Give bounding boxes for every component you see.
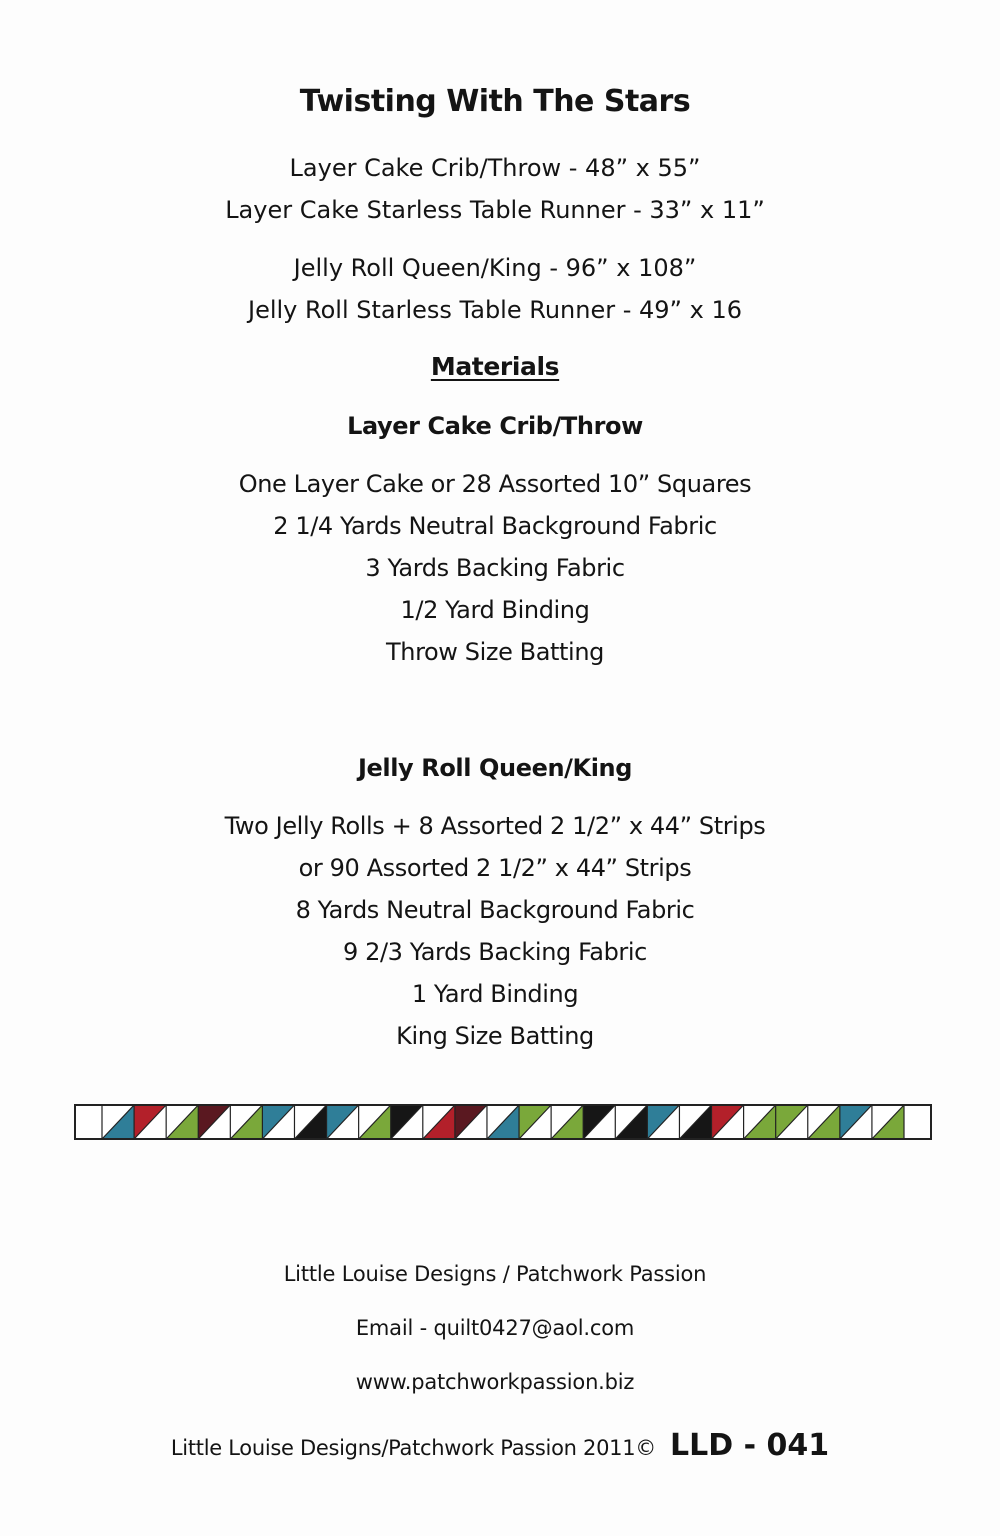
- layer-cake-item: 2 1/4 Yards Neutral Background Fabric: [273, 512, 717, 540]
- half-square-triangle-strip: [74, 1103, 932, 1143]
- copyright-line: [0, 1428, 1000, 1463]
- layer-cake-item: Throw Size Batting: [386, 638, 604, 666]
- materials-heading: Materials: [430, 352, 560, 381]
- footer-website: www.patchworkpassion.biz: [355, 1370, 635, 1394]
- jelly-roll-item: 9 2/3 Yards Backing Fabric: [343, 938, 647, 966]
- layer-cake-heading: Layer Cake Crib/Throw: [347, 412, 643, 440]
- size-jelly-roll-runner: Jelly Roll Starless Table Runner - 49” x 16: [248, 296, 742, 324]
- jelly-roll-item: or 90 Assorted 2 1/2” x 44” Strips: [298, 854, 692, 882]
- footer-company: Little Louise Designs / Patchwork Passion: [283, 1262, 707, 1286]
- jelly-roll-heading: Jelly Roll Queen/King: [357, 754, 633, 782]
- layer-cake-item: 3 Yards Backing Fabric: [365, 554, 625, 582]
- jelly-roll-item: 1 Yard Binding: [411, 980, 579, 1008]
- pattern-code: LLD - 041: [669, 1428, 830, 1463]
- footer-email: Email - quilt0427@aol.com: [355, 1316, 635, 1340]
- jelly-roll-item: King Size Batting: [396, 1022, 594, 1050]
- pattern-title: Twisting With The Stars: [299, 84, 691, 119]
- jelly-roll-item: 8 Yards Neutral Background Fabric: [295, 896, 695, 924]
- jelly-roll-item: Two Jelly Rolls + 8 Assorted 2 1/2” x 44” Strips: [224, 812, 766, 840]
- size-layer-cake-throw: Layer Cake Crib/Throw - 48” x 55”: [289, 154, 701, 182]
- layer-cake-item: 1/2 Yard Binding: [400, 596, 590, 624]
- size-jelly-roll-queen-king: Jelly Roll Queen/King - 96” x 108”: [293, 254, 697, 282]
- layer-cake-item: One Layer Cake or 28 Assorted 10” Squares: [238, 470, 752, 498]
- size-layer-cake-runner: Layer Cake Starless Table Runner - 33” x 11”: [225, 196, 765, 224]
- copyright-text: Little Louise Designs/Patchwork Passion 2011©: [170, 1436, 656, 1460]
